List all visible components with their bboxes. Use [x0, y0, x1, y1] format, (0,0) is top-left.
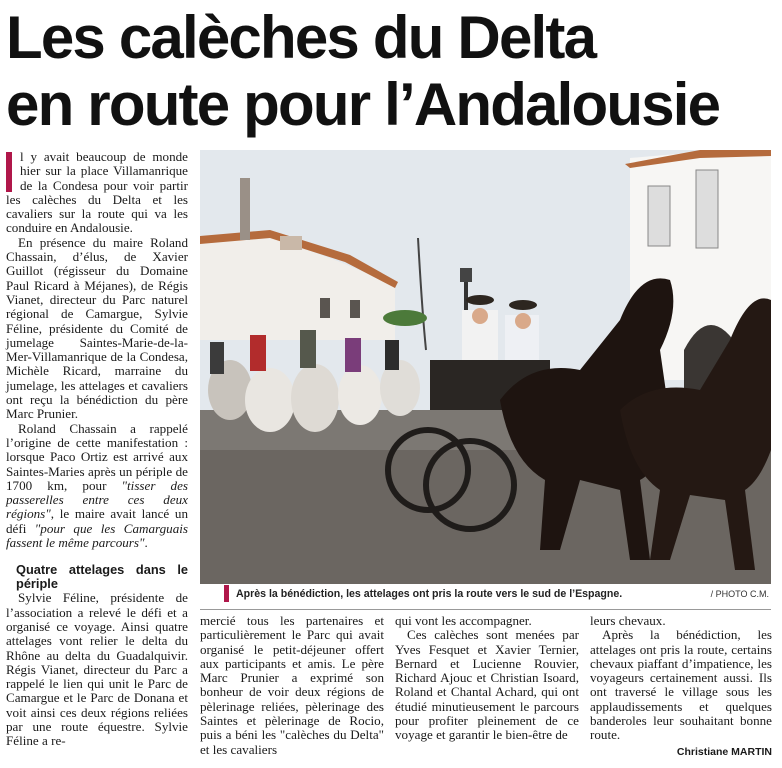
photo-credit: / PHOTO C.M.: [710, 589, 769, 599]
paragraph-departure: Après la bénédiction, les attelages ont pris la route, certains chevaux piaffant d’impatience, les voyageurs certainement aussi. Ils ont traversé le village sous les applaudissements et quelques banderoles leur souhaitant bonne route.: [590, 627, 772, 743]
photo-caption-bar: [200, 587, 771, 610]
paragraph-intro: l y avait beaucoup de monde hier sur la place Villamanrique de la Condesa pour voir partir les calèches du Delta et les cavaliers sur la route qui va les conduire en Andalousie.: [6, 149, 188, 236]
photo-caption: Après la bénédiction, les attelages ont pris la route vers le sud de l’Espagne.: [236, 588, 623, 600]
paragraph-drivers: Ces calèches sont menées par Yves Fesquet et Xavier Ternier, Bernard et Lucienne Rouvier, Richard Ajouc et Christian Isoard, Roland et Chantal Achard, qui ont étudié minutieusement le parcours pour profiter pleinement de ce voyage et garantir le bien-être de: [395, 627, 579, 743]
column-4: [590, 614, 772, 759]
column-1: [6, 150, 188, 749]
paragraph-horses: leurs chevaux.: [590, 613, 666, 628]
headline-line-2: en route pour l’Andalousie: [6, 71, 720, 138]
author-signature: Christiane MARTIN: [676, 745, 772, 758]
caption-accent-bar: [224, 585, 229, 602]
paragraph-presence: En présence du maire Roland Chassain, d’élus, de Xavier Guillot (régisseur du Domaine Paul Ricard à Méjanes), de Régis Vianet, directeur du Parc naturel régional de Camargue, Sylvie Féline, présidente du Comité de jumelage Saintes-Marie-de-la-Mer-Villamanrique de la Condesa, Michèle Ricard, marraine du jumelage, les attelages et cavaliers ont reçu la bénédiction du père Marc Prunier.: [6, 234, 188, 422]
paragraph-accompany: qui vont les accompagner.: [395, 613, 532, 628]
article-photo: [200, 150, 771, 584]
drop-cap-bar: [6, 152, 12, 192]
column-2: [200, 614, 384, 757]
headline: [6, 4, 776, 138]
headline-line-1: Les calèches du Delta: [6, 4, 596, 71]
paragraph-thanks: mercié tous les partenaires et particulièrement le Parc qui avait organisé le petit-déjeuner offert aux participants et amis. Le père Marc Prunier a exprimé son bonheur de voir deux régions de pèlerinage reliées, pèlerinage des Saintes et pèlerinage de Rocio, puis a béni les "calèches du Delta" et les cavaliers: [200, 613, 384, 757]
column-3: [395, 614, 579, 743]
subheading: Quatre attelages dans le périple: [16, 562, 188, 591]
paragraph-association: Sylvie Féline, présidente de l’association a relevé le défi et a organisé ce voyage. Ainsi quatre attelages vont relier le delta du Rhône au delta du Guadalquivir. Régis Vianet, directeur du Parc a rappelé le lien qui unit le Parc de Camargue et le Parc de Donana et voit ainsi ces deux régions reliées par une route équestre. Sylvie Féline a re-: [6, 590, 188, 749]
paragraph-origin: Roland Chassain a rappelé l’origine de cette manifestation : lorsque Paco Ortiz est arrivé aux Saintes-Maries après un périple de 1700 km, pour "tisser des passerelles entre ces deux régions", le maire avait lancé un défi "pour que les Camarguais fassent le même parcours".: [6, 420, 188, 551]
carriage-horses-illustration: [200, 150, 771, 584]
